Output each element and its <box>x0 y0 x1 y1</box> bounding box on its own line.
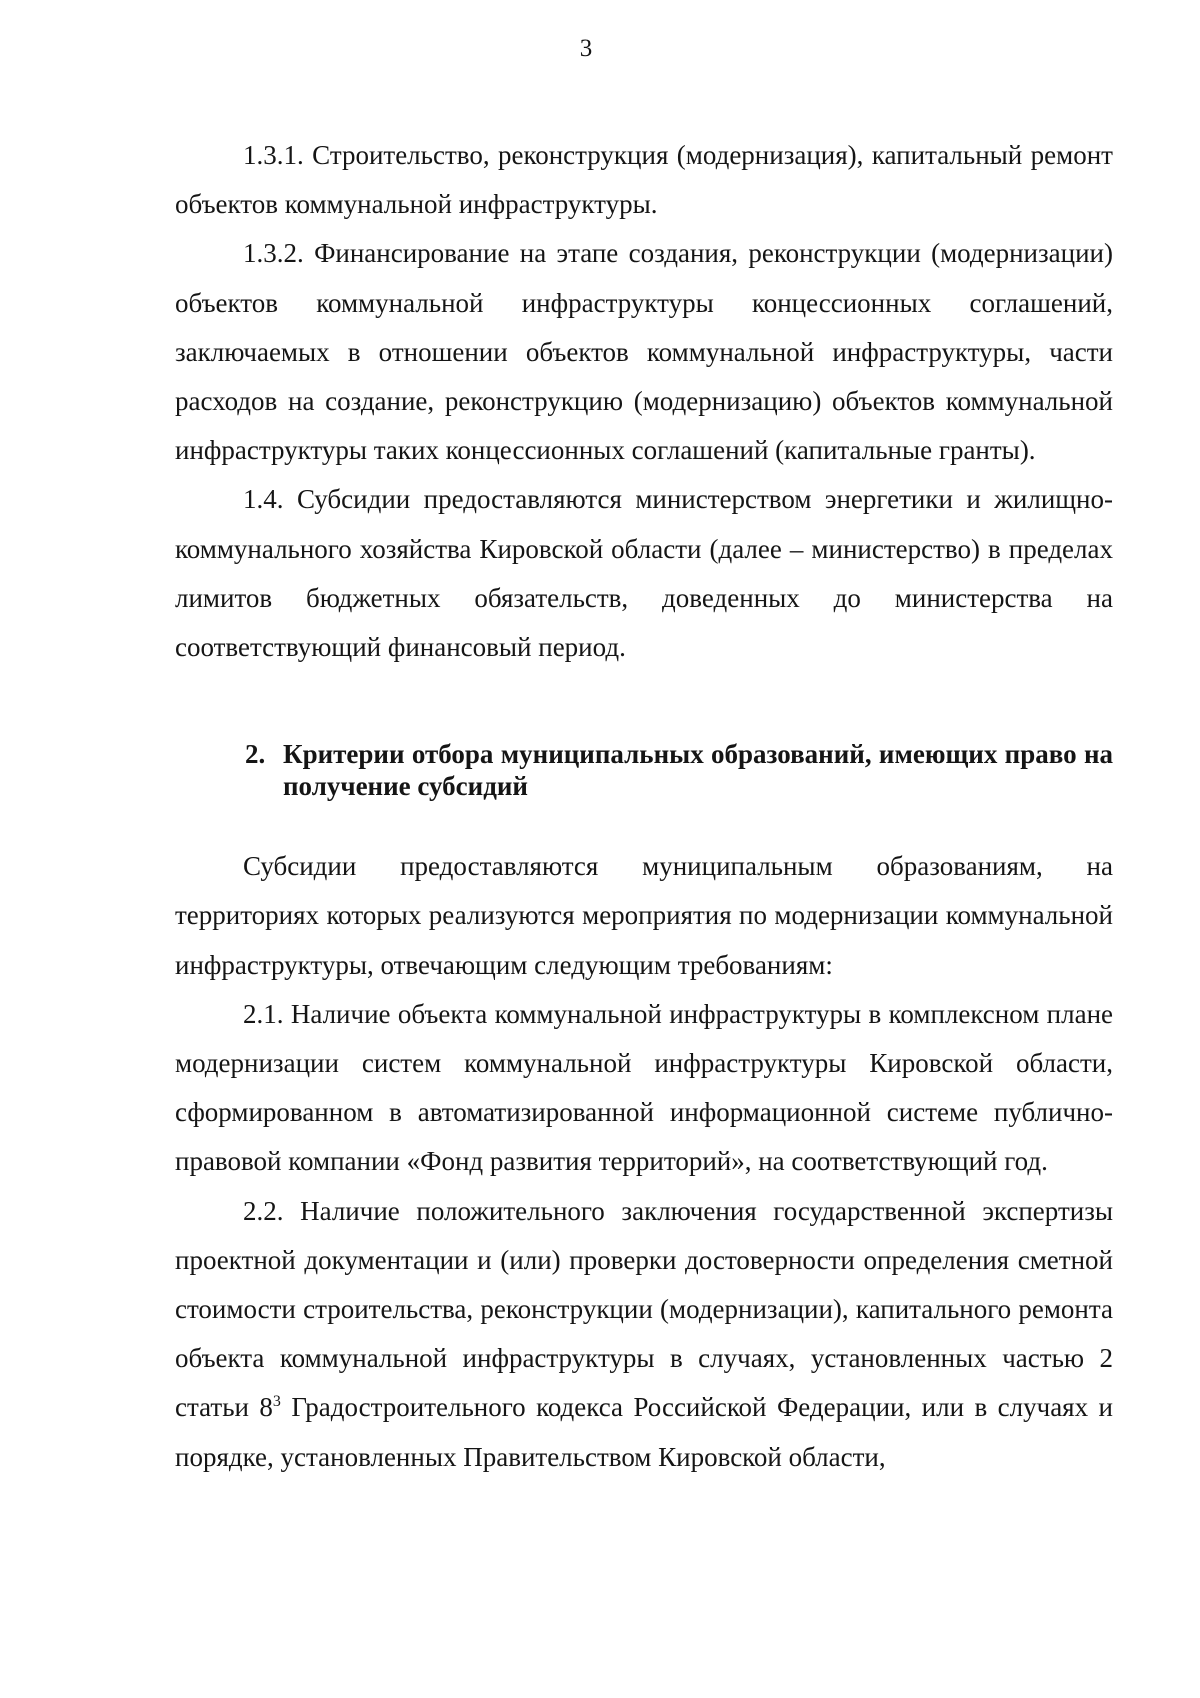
section-2-intro: Субсидии предоставляются муниципальным образованиям, на территориях которых реализуются мероприятия по модернизации коммунальной инфраструктуры, отвечающим следующим требованиям: <box>175 851 1113 980</box>
article-superscript: 3 <box>272 1393 281 1411</box>
paragraph-1-4: 1.4. Субсидии предоставляются министерством энергетики и жилищно-коммунального хозяйства Кировской области (далее – министерство) в пределах лимитов бюджетных обязательств, доведенных до министерства на соответствующий финансовый период. <box>175 484 1113 663</box>
paragraph-1-3-2: 1.3.2. Финансирование на этапе создания, реконструкции (модернизации) объектов коммунальной инфраструктуры концессионных соглашений, заключаемых в отношении объектов коммунальной инфраструктуры, части расходов на создание, реконструкцию (модернизацию) объектов коммунальной инфраструктуры таких концессионных соглашений (капитальные гранты). <box>175 238 1113 466</box>
paragraph-2-2-continuation: Градостроительного кодекса Российской Федерации, или в случаях и порядке, установленных Правительством Кировской области, <box>175 1392 1113 1472</box>
paragraph-2-2-text: 2.2. Наличие положительного заключения государственной экспертизы проектной документации и (или) проверки достоверности определения сметной стоимости строительства, реконструкции (модернизации), капитального ремонта объекта коммунальной инфраструктуры в случаях, установленных частью 2 статьи 8 <box>175 1195 1113 1423</box>
page-number: 3 <box>579 35 593 62</box>
section-2-number: 2. <box>245 739 266 770</box>
paragraph-2-1: 2.1. Наличие объекта коммунальной инфраструктуры в комплексном плане модернизации систем коммунальной инфраструктуры Кировской области, сформированном в автоматизированной информационной системе публично-правовой компании «Фонд развития территорий», на соответствующий год. <box>175 998 1113 1177</box>
document-body <box>175 131 1113 1482</box>
section-2-heading <box>175 738 1113 802</box>
section-2-title: Критерии отбора муниципальных образований, имеющих право на получение субсидий <box>283 739 1113 802</box>
paragraph-2-2 <box>175 1187 1113 1482</box>
paragraph-1-3-1: 1.3.1. Строительство, реконструкция (модернизация), капитальный ремонт объектов коммунальной инфраструктуры. <box>175 140 1113 220</box>
